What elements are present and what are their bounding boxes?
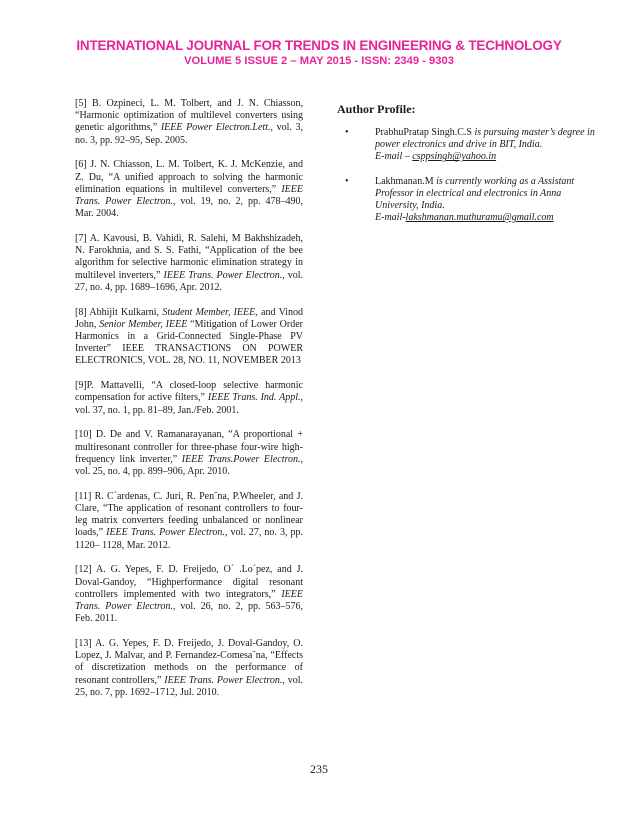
reference-9: [9]P. Mattavelli, “A closed-loop selective harmonic compensation for active filters,” IEEE Trans. Ind. Appl., vol. 37, no. 1, pp. 81–89, Jan./Feb. 2001. [75,380,304,416]
page-number: 235 [310,762,328,776]
reference-12: [12] A. G. Yepes, F. D. Freijedo, O´ .Lo´pez, and J. Doval-Gandoy, “Highperformance digital resonant controllers implemented with two integrators,” IEEE Trans. Power Electron., vol. 26, no. 2, pp. 563–576, Feb. 2011. [75,564,303,625]
email-link[interactable]: lakshmanan.muthuramu@gmail.com [405,212,554,224]
reference-5: [5] B. Ozpineci, L. M. Tolbert, and J. N. Chiasson, “Harmonic optimization of multilevel converters using genetic algorithms,” IEEE Power Electron.Lett., vol. 3, no. 3, pp. 92–95, Sep. 2005. [75,98,304,146]
author-entry-1 [337,127,607,164]
author-profile-section [337,98,607,236]
journal-title: INTERNATIONAL JOURNAL FOR TRENDS IN ENGINEERING & TECHNOLOGY [76,38,562,53]
author-profile-title: Author Profile: [337,102,416,116]
reference-10: [10] D. De and V. Ramanarayanan, “A proportional + multiresonant controller for three-phase four-wire high-frequency link inverter,” IEEE Trans.Power Electron., vol. 25, no. 4, pp. 899–906, Apr. 2010. [75,429,303,478]
reference-8: [8] Abhijit Kulkarni, Student Member, IEEE, and Vinod John, Senior Member, IEEE “Mitigation of Lower Order Harmonics in a Grid-Connected Single-Phase PV Inverter” IEEE TRANSACTIONS ON POWER ELECTRONICS, VOL. 28, NO. 11, NOVEMBER 2013 [75,306,303,367]
author-entry-2 [337,176,607,225]
reference-7: [7] A. Kavousi, B. Vahidi, R. Salehi, M Bakhshizadeh, N. Farokhnia, and S. S. Fathi, “Application of the bee algorithm for selective harmonic elimination strategy in multilevel inverters,” IEEE Trans. Power Electron., vol. 27, no. 4, pp. 1689–1696, Apr. 2012. [75,233,303,293]
journal-volume-issn: VOLUME 5 ISSUE 2 – MAY 2015 - ISSN: 2349 - 9303 [184,55,454,67]
references-column [75,98,303,712]
reference-6: [6] J. N. Chiasson, L. M. Tolbert, K. J. McKenzie, and Z. Du, “A unified approach to solving the harmonic elimination equations in multilevel converters,” IEEE Trans. Power Electron., vol. 19, no. 2, pp. 478–490, Mar. 2004. [75,159,303,220]
author-email: E-mail-lakshmanan.muthuramu@gmail.com [375,212,554,224]
bullet-icon: • [345,175,349,187]
author-description: is pursuing master’s degree in power electronics and drive in BIT, India. [375,127,595,151]
author-email: E-mail – csppsingh@yahoo.in [375,151,497,163]
reference-11: [11] R. C´ardenas, C. Juri, R. Pen˜na, P.Wheeler, and J. Clare, “The application of resonant controllers to four-leg matrix converters feeding unbalanced or nonlinear loads,” IEEE Trans. Power Electron., vol. 27, no. 3, pp. 1120– 1128, Mar. 2012. [75,490,304,551]
author-description: is currently working as a Assistant Professor in electrical and electronics in Anna University, India. [375,175,575,212]
bullet-icon: • [345,127,349,138]
author-name: Lakhmanan.M [375,175,434,187]
journal-header [0,38,638,67]
email-link[interactable]: csppsingh@yahoo.in [412,151,497,163]
author-name: PrabhuPratap Singh.C.S [375,127,472,138]
reference-13: [13] A. G. Yepes, F. D. Freijedo, J. Doval-Gandoy, O. Lopez, J. Malvar, and P. Fernandez-Comesa˜na, “Effects of discretization methods on the performance of resonant controllers,” IEEE Trans. Power Electron., vol. 25, no. 7, pp. 1692–1712, Jul. 2010. [75,638,303,698]
